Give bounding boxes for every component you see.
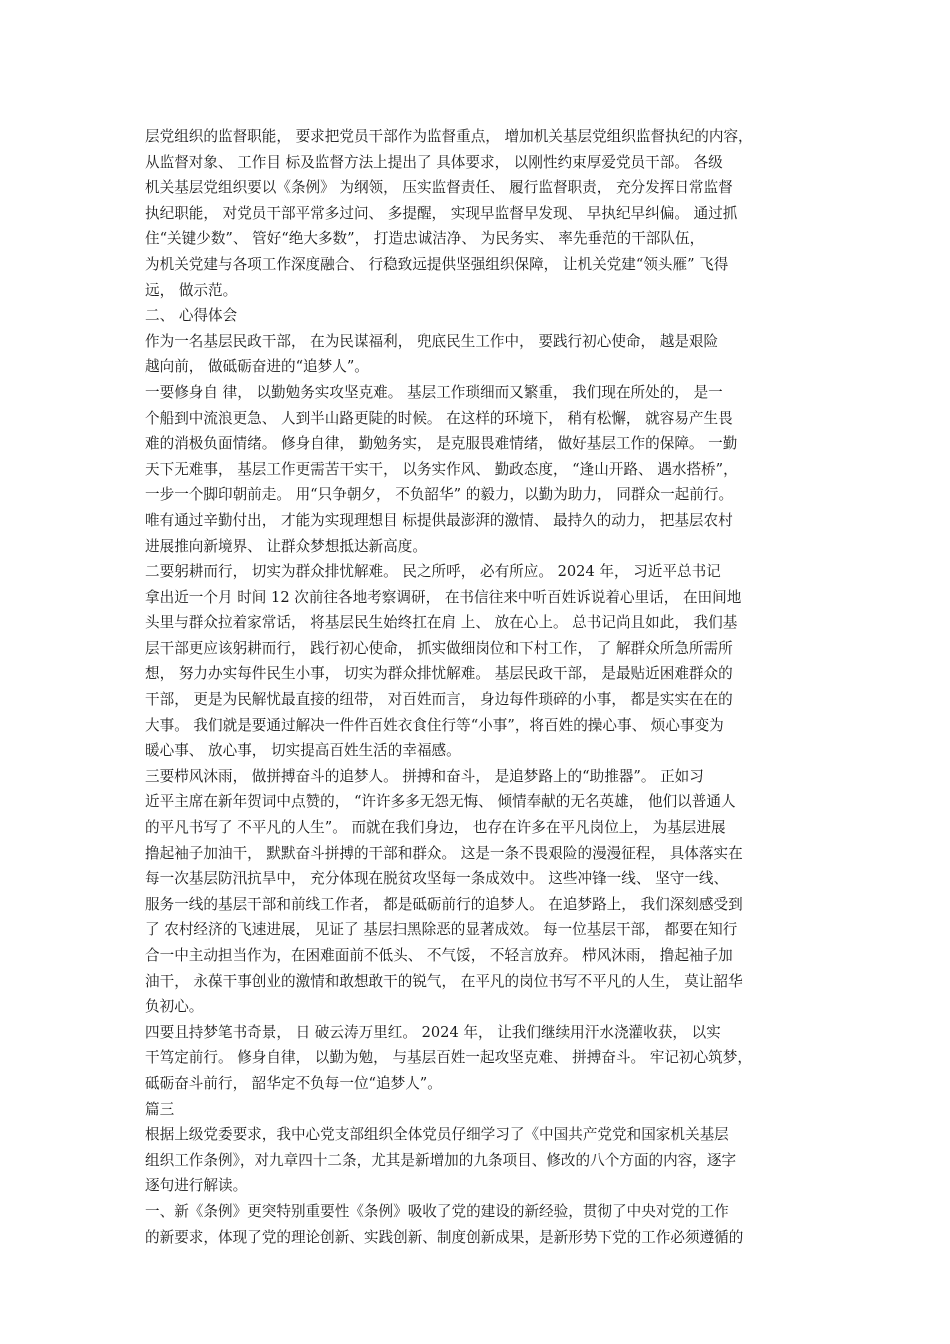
text-line: 根据上级党委要求，我中心党支部组织全体党员仔细学习了《中国共产党党和国家机关基层 xyxy=(145,1126,729,1144)
text-line: 个船到中流浪更急、 人到半山路更陡的时候。 在这样的环境下， 稍有松懈， 就容易产生畏 xyxy=(145,409,733,427)
text-line: 干笃定前行。 修身自律， 以勤为勉， 与基层百姓一起攻坚克难、 拼搏奋斗。 牢记初心筑梦， xyxy=(145,1049,752,1067)
text-line: 撸起袖子加油干， 默默奋斗拼搏的干部和群众。 这是一条不畏艰险的漫漫征程， 具体落实在 xyxy=(145,844,743,862)
text-line: 机关基层党组织要以《条例》 为纲领， 压实监督责任、 履行监督职责， 充分发挥日常监督 xyxy=(145,179,733,197)
text-line: 四要且持梦笔书奇景， 日 破云涛万里红。 2024 年， 让我们继续用汗水浇灌收获， 以实 xyxy=(145,1023,721,1041)
text-line: 进展推向新境界、 让群众梦想抵达新高度。 xyxy=(145,537,427,555)
text-line: 一要修身自 律， 以勤勉务实攻坚克难。 基层工作琐细而又繁重， 我们现在所处的， 是一 xyxy=(145,383,723,401)
text-line: 服务一线的基层干部和前线工作者， 都是砥砺前行的追梦人。 在追梦路上， 我们深刻感受到 xyxy=(145,895,743,913)
text-line: 暖心事、 放心事， 切实提高百姓生活的幸福感。 xyxy=(145,742,461,760)
text-line: 一、新《条例》更突特别重要性《条例》吸收了党的建设的新经验，贯彻了中央对党的工作 xyxy=(145,1202,729,1220)
text-line: 负初心。 xyxy=(145,998,204,1016)
text-line: 层党组织的监督职能， 要求把党员干部作为监督重点， 增加机关基层党组织监督执纪的内容， xyxy=(145,128,753,145)
text-line: 逐句进行解读。 xyxy=(145,1177,248,1195)
text-line: 难的消极负面情绪。 修身自律， 勤勉务实， 是克服畏难情绪， 做好基层工作的保障。 一勤 xyxy=(145,435,738,453)
text-line: 远， 做示范。 xyxy=(145,281,238,299)
text-line: 砥砺奋斗前行， 韶华定不负每一位“追梦人”。 xyxy=(145,1074,442,1092)
text-line: 从监督对象、 工作目 标及监督方法上提出了 具体要求， 以刚性约束厚爱党员干部。 各级 xyxy=(145,153,723,171)
text-line: 一步一个脚印朝前走。 用“只争朝夕， 不负韶华” 的毅力，以勤为助力， 同群众一起前行。 xyxy=(145,486,734,504)
text-line: 大事。 我们就是要通过解决一件件百姓衣食住行等“小事”，将百姓的操心事、 烦心事变为 xyxy=(145,716,724,734)
text-line: 三要栉风沐雨， 做拼搏奋斗的追梦人。 拼搏和奋斗， 是追梦路上的“助推器”。 正如习 xyxy=(145,767,704,785)
text-line: 想， 努力办实每件民生小事， 切实为群众排忧解难。 基层民政干部， 是最贴近困难群众的 xyxy=(145,665,733,683)
text-line: 作为一名基层民政干部， 在为民谋福利， 兜底民生工作中， 要践行初心使命， 越是艰险 xyxy=(145,332,719,350)
text-line: 住“关键少数”、 管好“绝大多数”， 打造忠诚洁净、 为民务实、 率先垂范的干部队伍， xyxy=(145,230,705,248)
text-line: 组织工作条例》，对九章四十二条，尤其是新增加的九条项目、修改的八个方面的内容，逐字 xyxy=(145,1151,737,1169)
text-line: 头里与群众拉着家常话， 将基层民生始终扛在肩 上、 放在心上。 总书记尚且如此， 我们基 xyxy=(145,614,738,632)
text-line: 越向前， 做砥砺奋进的“追梦人”。 xyxy=(145,358,369,376)
text-line: 了 农村经济的飞速进展， 见证了 基层扫黑除恶的显著成效。 每一位基层干部， 都要在知行 xyxy=(145,921,738,939)
text-line: 唯有通过辛勤付出， 才能为实现理想目 标提供最澎湃的激情、 最持久的动力， 把基层农村 xyxy=(145,511,733,529)
text-line: 层干部更应该躬耕而行， 践行初心使命， 抓实做细岗位和下村工作， 了 解群众所急所需所 xyxy=(145,639,733,657)
text-line: 每一次基层防汛抗旱中， 充分体现在脱贫攻坚每一条成效中。 这些冲锋一线、 坚守一线、 xyxy=(145,870,729,888)
text-line: 油干， 永葆干事创业的激情和敢想敢干的锐气， 在平凡的岗位书写不平凡的人生， 莫让韶华 xyxy=(145,972,743,990)
text-line: 执纪职能， 对党员干部平常多过问、 多提醒， 实现早监督早发现、 早执纪早纠偏。 通过抓 xyxy=(145,204,738,222)
text-line: 拿出近一个月 时间 12 次前往各地考察调研， 在书信往来中听百姓诉说着心里话， 在田间地 xyxy=(145,588,742,606)
text-line: 为机关党建与各项工作深度融合、 行稳致远提供坚强组织保障， 让机关党建“领头雁” 飞得 xyxy=(145,255,729,273)
section-heading: 篇三 xyxy=(145,1100,175,1118)
document-page xyxy=(145,124,815,1250)
text-line: 合一中主动担当作为，在困难面前不低头、 不气馁， 不轻言放弃。 栉风沐雨， 撸起袖子加 xyxy=(145,947,733,964)
text-line: 近平主席在新年贺词中点赞的， “许许多多无怨无悔、 倾情奉献的无名英雄， 他们以普通人 xyxy=(145,793,736,811)
text-line: 二要躬耕而行， 切实为群众排忧解难。 民之所呼， 必有所应。 2024 年， 习近平总书记 xyxy=(145,563,721,581)
text-line: 天下无难事， 基层工作更需苦干实干， 以务实作风、 勤政态度， “逢山开路、 遇水搭桥”， xyxy=(145,460,738,478)
text-line: 的新要求，体现了党的理论创新、实践创新、制度创新成果，是新形势下党的工作必须遵循的 xyxy=(145,1228,744,1246)
text-line: 干部， 更是为民解忧最直接的纽带， 对百姓而言， 身边每件琐碎的小事， 都是实实在在的 xyxy=(145,691,733,709)
text-line: 的平凡书写了 不平凡的人生”。 而就在我们身边， 也存在许多在平凡岗位上， 为基层进展 xyxy=(145,819,726,837)
section-heading: 二、 心得体会 xyxy=(145,307,238,325)
